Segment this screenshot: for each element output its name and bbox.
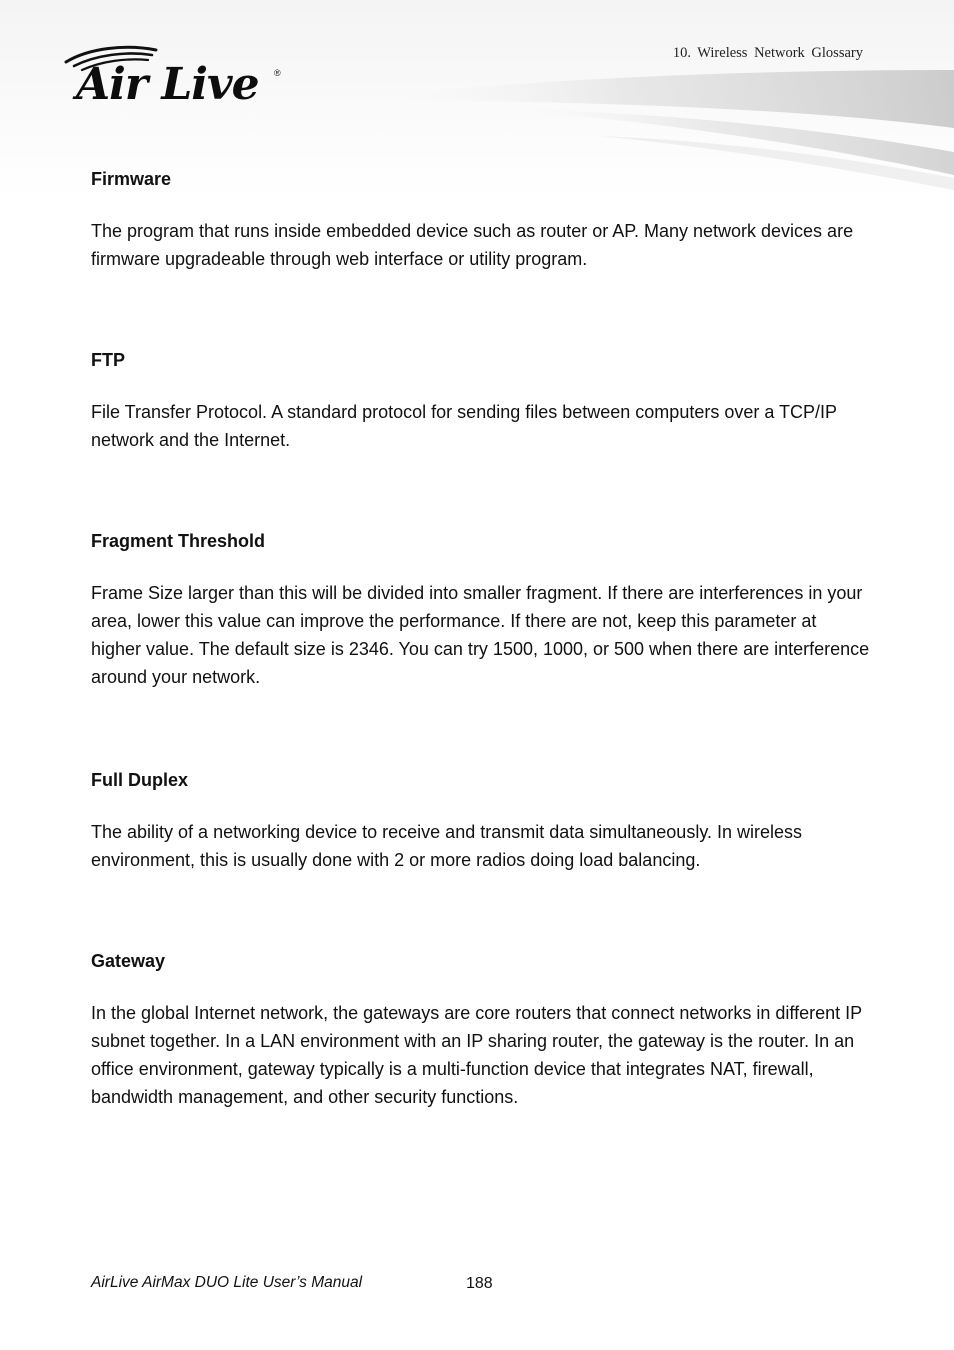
glossary-entry-fragment-threshold [91,530,871,691]
entry-term: Full Duplex [91,770,189,790]
airlive-logo [60,40,300,115]
entry-definition: File Transfer Protocol. A standard protocol for sending files between computers over a TCP/IP network and the Internet. [91,402,837,450]
entry-term: FTP [91,350,125,370]
glossary-entry-full-duplex [91,769,871,874]
glossary-entry-gateway [91,950,871,1111]
entry-term: Gateway [91,951,166,971]
registered-mark: ® [274,68,281,78]
entry-term: Fragment Threshold [91,531,266,551]
logo-wordmark: Air Live [76,59,259,110]
glossary-entry-ftp [91,349,871,454]
entry-definition: Frame Size larger than this will be divided into smaller fragment. If there are interferences in your area, lower this value can improve the performance. If there are not, keep this parameter at higher value. The default size is 2346. You can try 1500, 1000, or 500 when there are interference around your network. [91,583,870,687]
entry-term: Firmware [91,169,172,189]
entry-definition: The ability of a networking device to receive and transmit data simultaneously. In wireless environment, this is usually done with 2 or more radios doing load balancing. [91,822,803,870]
page-number: 188 [466,1275,493,1292]
entry-definition: In the global Internet network, the gateways are core routers that connect networks in different IP subnet together. In a LAN environment with an IP sharing router, the gateway is the router. In an office environment, gateway typically is a multi-function device that integrates NAT, firewall, bandwidth management, and other security functions. [91,1003,862,1107]
entry-definition: The program that runs inside embedded device such as router or AP. Many network devices are firmware upgradeable through web interface or utility program. [91,221,854,269]
glossary-entry-firmware [91,168,871,273]
glossary-content [91,168,871,1111]
chapter-title: 10. Wireless Network Glossary [672,45,863,61]
footer-manual-name: AirLive AirMax DUO Lite User’s Manual [91,1274,363,1291]
